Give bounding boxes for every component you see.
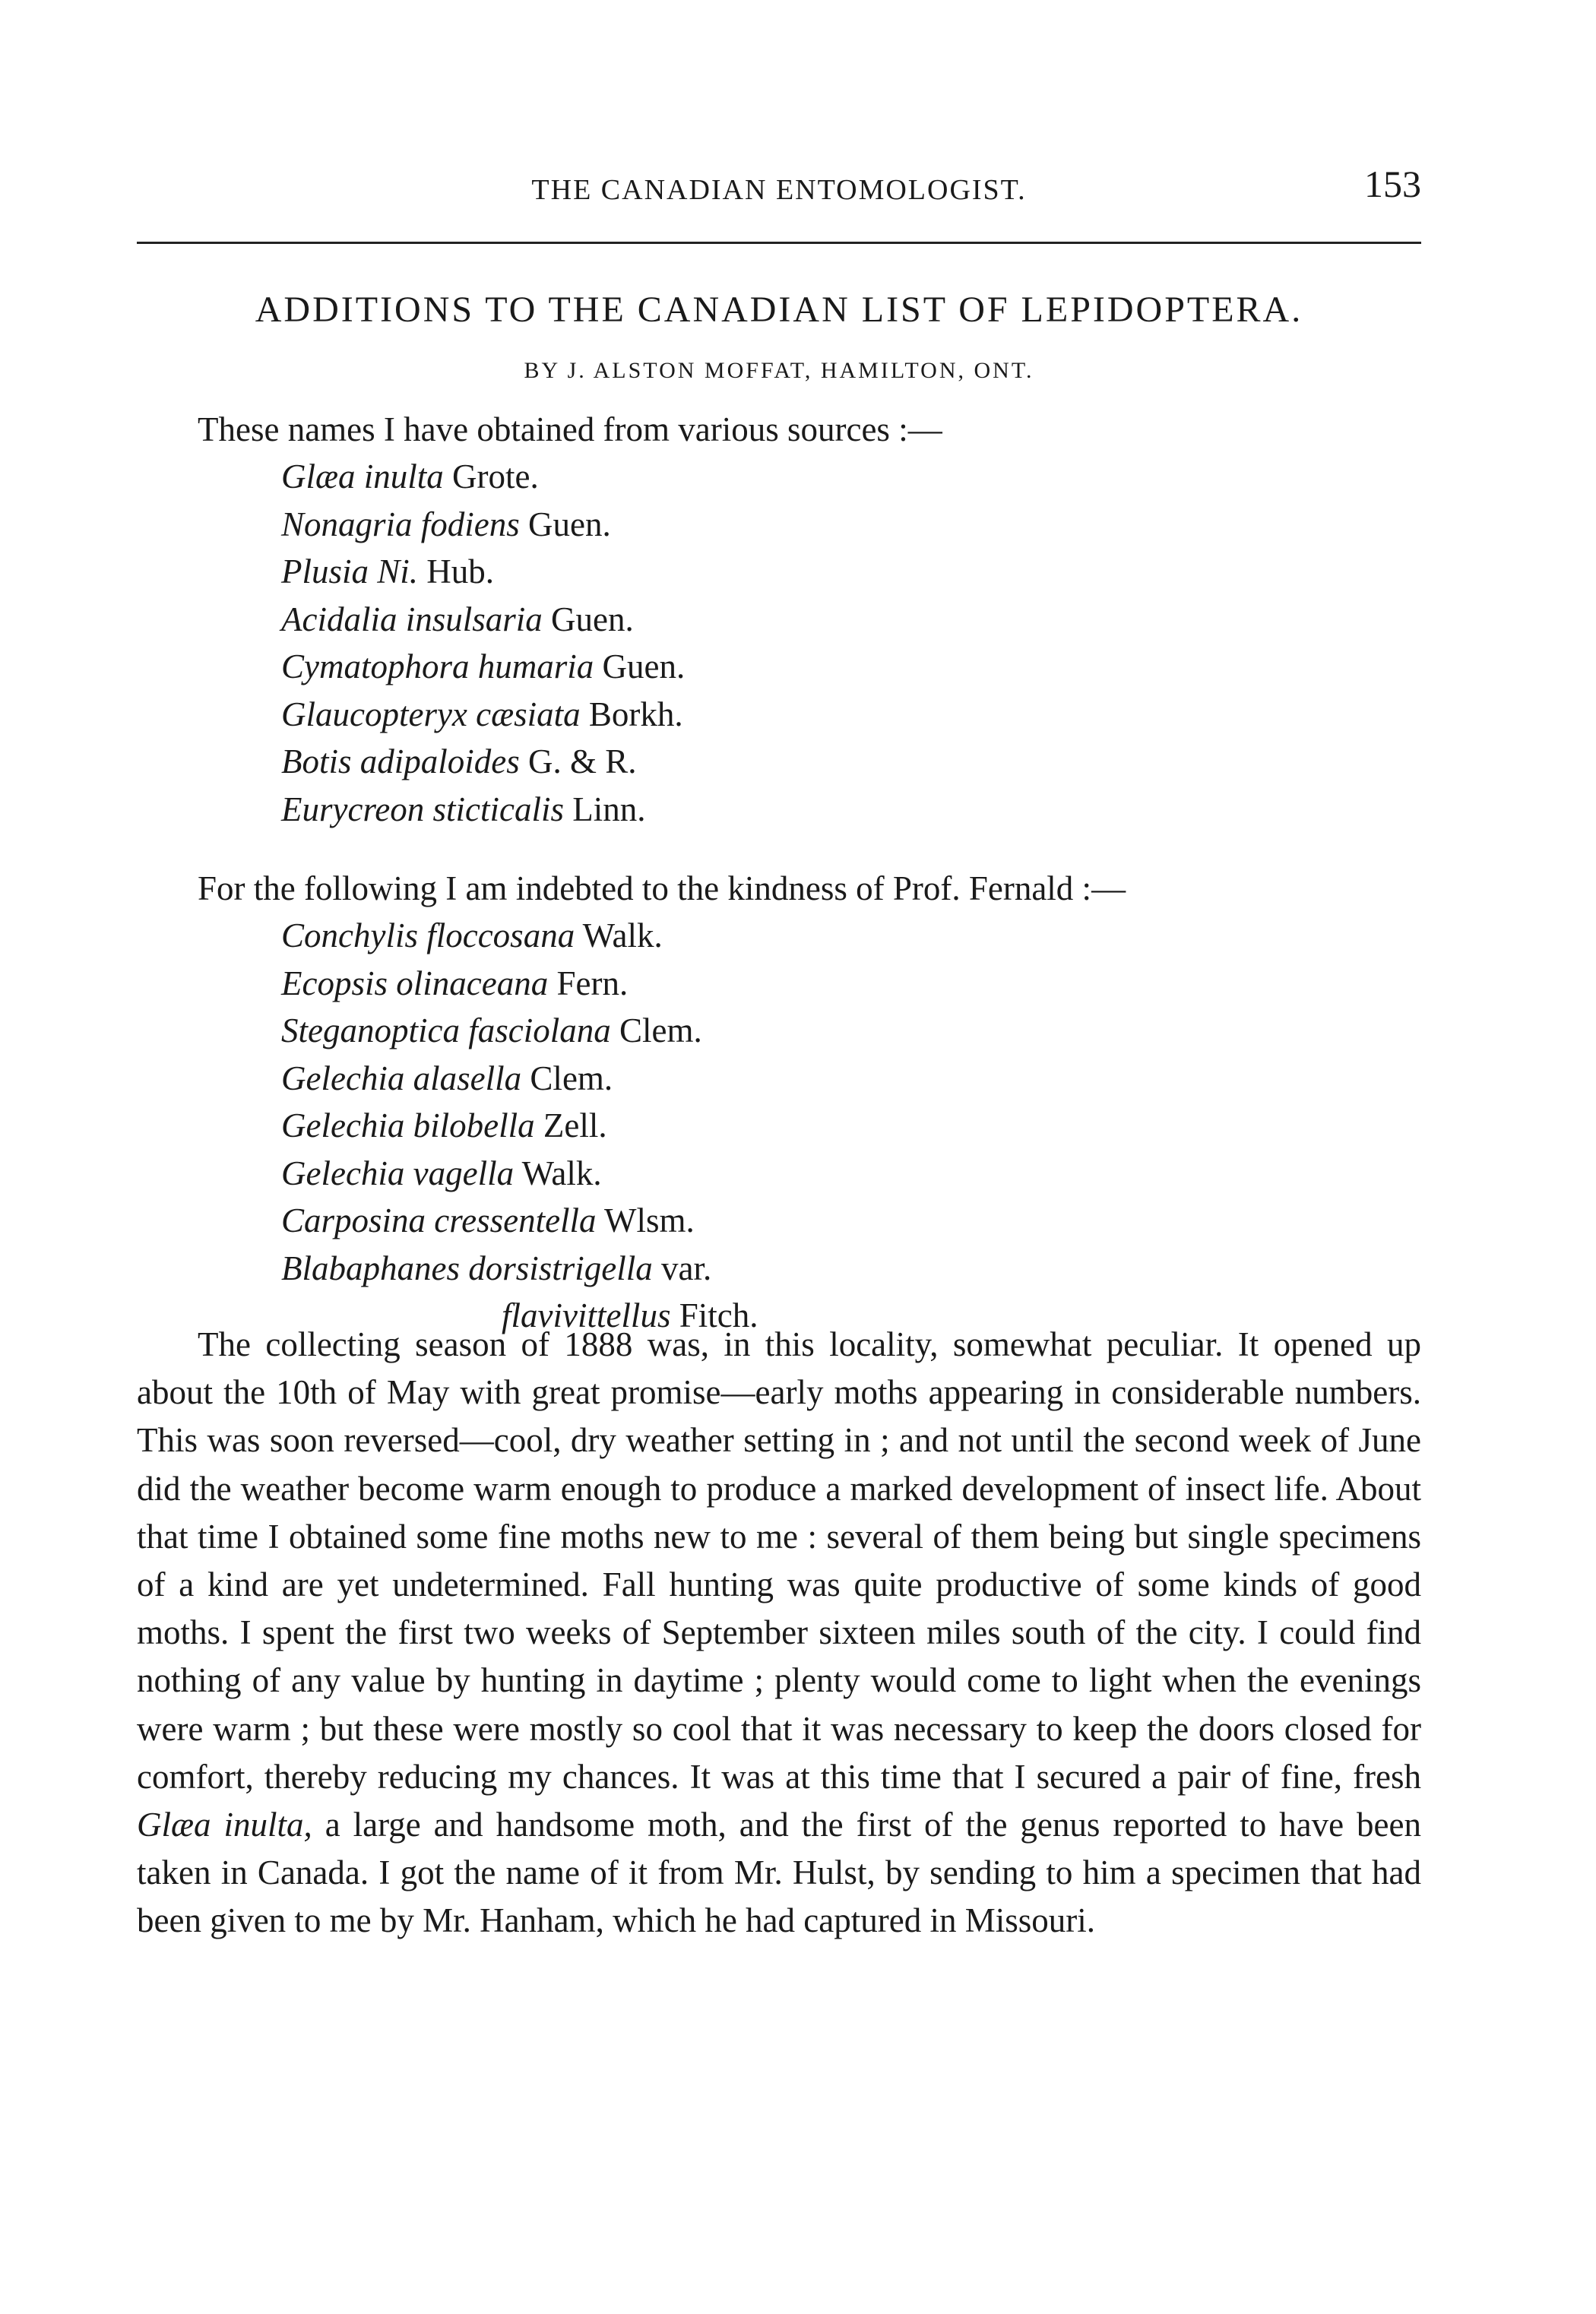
paragraph-text-1: The collecting season of 1888 was, in this locality, somewhat peculiar. It opened up about the 10th of May with great promise—early moths appearing in considerable numbers. This was soon reversed—cool, dry weather setting in ; and not until the second week of June did the weather become warm enough to produce a marked development of insect life. About that time I obtained some fine moths new to me : several of them being but single specimens of a kind are yet undetermined. Fall hunting was quite productive of some kinds of good moths. I spent the first two weeks of September sixteen miles south of the city. I could find nothing of any value by hunting in daytime ; plenty would come to light when the evenings were warm ; but these were mostly so cool that it was necessary to keep the doors closed for comfort, thereby reducing my chances. It was at this time that I secured a pair of fine, fresh	[137, 1325, 1421, 1796]
list-item	[281, 596, 685, 644]
species-authority: Wlsm.	[604, 1201, 695, 1239]
species-name: Steganoptica fasciolana	[281, 1011, 611, 1049]
article-title: ADDITIONS TO THE CANADIAN LIST OF LEPIDOPTERA.	[255, 290, 1303, 330]
species-list-2	[281, 912, 758, 1340]
species-name: flavivittellus	[502, 1296, 671, 1334]
species-authority: Zell.	[543, 1106, 607, 1144]
species-name: Gelechia alasella	[281, 1059, 522, 1097]
species-authority: Clem.	[619, 1011, 702, 1049]
list-item	[281, 1245, 758, 1293]
species-name: Eurycreon sticticalis	[281, 790, 564, 828]
body-paragraph	[137, 1321, 1421, 1945]
species-name: Carposina cressentella	[281, 1201, 597, 1239]
species-name: Nonagria fodiens	[281, 505, 520, 543]
list-item	[281, 453, 685, 501]
species-mention: Glæa inulta,	[137, 1806, 312, 1844]
article-byline: BY J. ALSTON MOFFAT, HAMILTON, ONT.	[524, 358, 1034, 383]
species-authority: Hub.	[426, 552, 495, 590]
species-name: Plusia Ni.	[281, 552, 419, 590]
species-name: Gelechia vagella	[281, 1154, 515, 1192]
list-item	[281, 691, 685, 739]
species-name: Ecopsis olinaceana	[281, 964, 549, 1002]
species-authority: Borkh.	[588, 695, 683, 733]
list-item	[281, 1150, 758, 1198]
species-authority: Guen.	[528, 505, 611, 543]
list-item	[281, 1197, 758, 1245]
species-authority: Guen.	[602, 647, 686, 685]
intro-line: These names I have obtained from various sources :—	[198, 410, 942, 448]
species-name: Cymatophora humaria	[281, 647, 594, 685]
list-2-intro: For the following I am indebted to the kindness of Prof. Fernald :—	[198, 869, 1126, 907]
species-name: Gelechia bilobella	[281, 1106, 535, 1144]
paragraph-text-2: a large and handsome moth, and the first of the genus reported to have been taken in Canada. I got the name of it from Mr. Hulst, by sending to him a specimen that had been given to me by Mr. Hanham, which he had captured in Missouri.	[137, 1806, 1421, 1940]
journal-title: THE CANADIAN ENTOMOLOGIST.	[531, 174, 1027, 206]
species-authority: Guen.	[551, 600, 634, 638]
list-item	[281, 1102, 758, 1150]
species-list-1	[281, 453, 685, 833]
list-item	[281, 960, 758, 1008]
list-item	[281, 738, 685, 786]
list-item	[281, 548, 685, 596]
list-item	[281, 912, 758, 960]
species-authority: Linn.	[572, 790, 646, 828]
header-rule	[137, 242, 1421, 244]
species-name: Conchylis floccosana	[281, 916, 575, 954]
species-name: Botis adipaloides	[281, 742, 520, 780]
species-authority: G. & R.	[528, 742, 637, 780]
species-authority: Grote.	[452, 457, 539, 495]
species-name: Acidalia insulsaria	[281, 600, 543, 638]
species-authority: Clem.	[530, 1059, 613, 1097]
list-item	[281, 643, 685, 691]
species-name: Blabaphanes dorsistrigella	[281, 1249, 653, 1287]
page-number: 153	[1364, 163, 1421, 205]
species-authority: var.	[661, 1249, 712, 1287]
list-item	[281, 786, 685, 834]
list-item	[281, 1007, 758, 1055]
species-name: Glaucopteryx cæsiata	[281, 695, 581, 733]
species-authority: Walk.	[582, 916, 663, 954]
species-name: Glæa inulta	[281, 457, 444, 495]
list-item	[281, 1055, 758, 1103]
list-item	[281, 501, 685, 549]
species-authority: Fern.	[556, 964, 629, 1002]
species-authority: Fitch.	[679, 1296, 758, 1334]
species-authority: Walk.	[521, 1154, 602, 1192]
